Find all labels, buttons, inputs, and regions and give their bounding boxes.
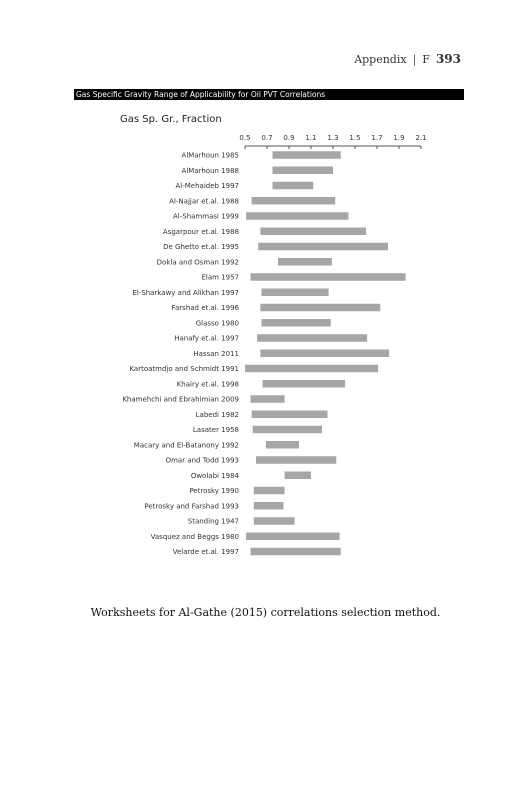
category-label: Standing 1947: [187, 517, 239, 526]
category-label: Dokla and Osman 1992: [156, 258, 239, 267]
category-label: Al-Shammasi 1999: [173, 212, 239, 221]
category-label: De Ghetto et.al. 1995: [163, 243, 239, 251]
range-bar: [246, 212, 348, 220]
range-bar: [266, 441, 299, 449]
range-bar: [273, 167, 334, 175]
category-label: Glasso 1980: [195, 319, 239, 328]
category-label: Khamehchi and Ebrahimian 2009: [122, 395, 239, 404]
range-bar: [260, 304, 380, 312]
range-bar: [257, 334, 367, 342]
x-tick-label: 0.9: [283, 134, 295, 142]
appendix-letter: F: [422, 53, 430, 66]
range-bar: [251, 548, 341, 556]
range-bar: [254, 517, 295, 525]
category-label: Petrosky 1990: [189, 487, 239, 495]
category-label: Labedi 1982: [195, 410, 239, 419]
range-bar: [262, 289, 329, 297]
range-bar: [254, 502, 284, 510]
category-label: Al-Mehaideb 1997: [175, 182, 239, 190]
range-bar: [251, 273, 406, 281]
range-bar: [260, 228, 366, 236]
section-label: Appendix: [354, 53, 407, 66]
range-bar: [278, 258, 332, 266]
range-bar: [260, 350, 389, 358]
range-bar: [251, 395, 285, 403]
range-bar: [246, 533, 340, 541]
category-label: Hanafy et.al. 1997: [174, 334, 239, 343]
category-label: AlMarhoun 1988: [181, 166, 239, 175]
category-label: Farshad et.al. 1996: [171, 304, 239, 312]
category-label: El-Sharkawy and Alikhan 1997: [132, 288, 239, 297]
x-tick-label: 1.1: [305, 134, 317, 142]
category-label: Khairy et.al. 1998: [176, 380, 239, 389]
range-bar: [273, 151, 341, 159]
header-separator: |: [412, 53, 417, 66]
figure-caption: Worksheets for Al-Gathe (2015) correlations selection method.: [90, 606, 441, 619]
category-label: Asgarpour et.al. 1988: [162, 227, 239, 236]
category-label: Velarde et.al. 1997: [172, 548, 239, 556]
range-bar: [263, 380, 346, 388]
range-bar: [273, 182, 314, 190]
range-bar: [252, 197, 336, 205]
category-label: Owolabi 1984: [190, 471, 239, 480]
figure-title-bar: Gas Specific Gravity Range of Applicability for Oil PVT Correlations: [74, 89, 464, 100]
range-bar: [256, 456, 336, 464]
x-tick-label: 1.9: [393, 134, 405, 142]
category-label: Al-Najjar et.al. 1988: [169, 197, 239, 206]
range-bar: [253, 426, 322, 434]
range-bar: [252, 411, 328, 419]
category-label: Kartoatmdjo and Schmidt 1991: [129, 365, 239, 373]
range-bar: [258, 243, 388, 251]
x-tick-label: 2.1: [415, 134, 427, 142]
x-tick-label: 1.3: [327, 134, 339, 142]
x-tick-label: 1.7: [371, 134, 383, 142]
category-label: Omar and Todd 1993: [165, 456, 239, 465]
x-tick-label: 1.5: [349, 134, 361, 142]
category-label: Vasquez and Beggs 1980: [150, 532, 239, 541]
range-bar: [254, 487, 285, 495]
category-label: Lasater 1958: [192, 426, 239, 434]
category-label: Petrosky and Farshad 1993: [144, 502, 239, 511]
category-label: AlMarhoun 1985: [181, 151, 239, 160]
range-bar: [245, 365, 378, 373]
page-number: 393: [435, 52, 461, 66]
category-label: Macary and El-Batanony 1992: [133, 441, 239, 450]
chart-title: Gas Sp. Gr., Fraction: [120, 114, 222, 125]
category-label: Elam 1957: [201, 273, 239, 282]
range-bar: [285, 472, 311, 480]
range-bar: [262, 319, 331, 327]
x-tick-label: 0.7: [261, 134, 273, 142]
x-tick-label: 0.5: [239, 134, 251, 142]
category-label: Hassan 2011: [193, 349, 239, 358]
